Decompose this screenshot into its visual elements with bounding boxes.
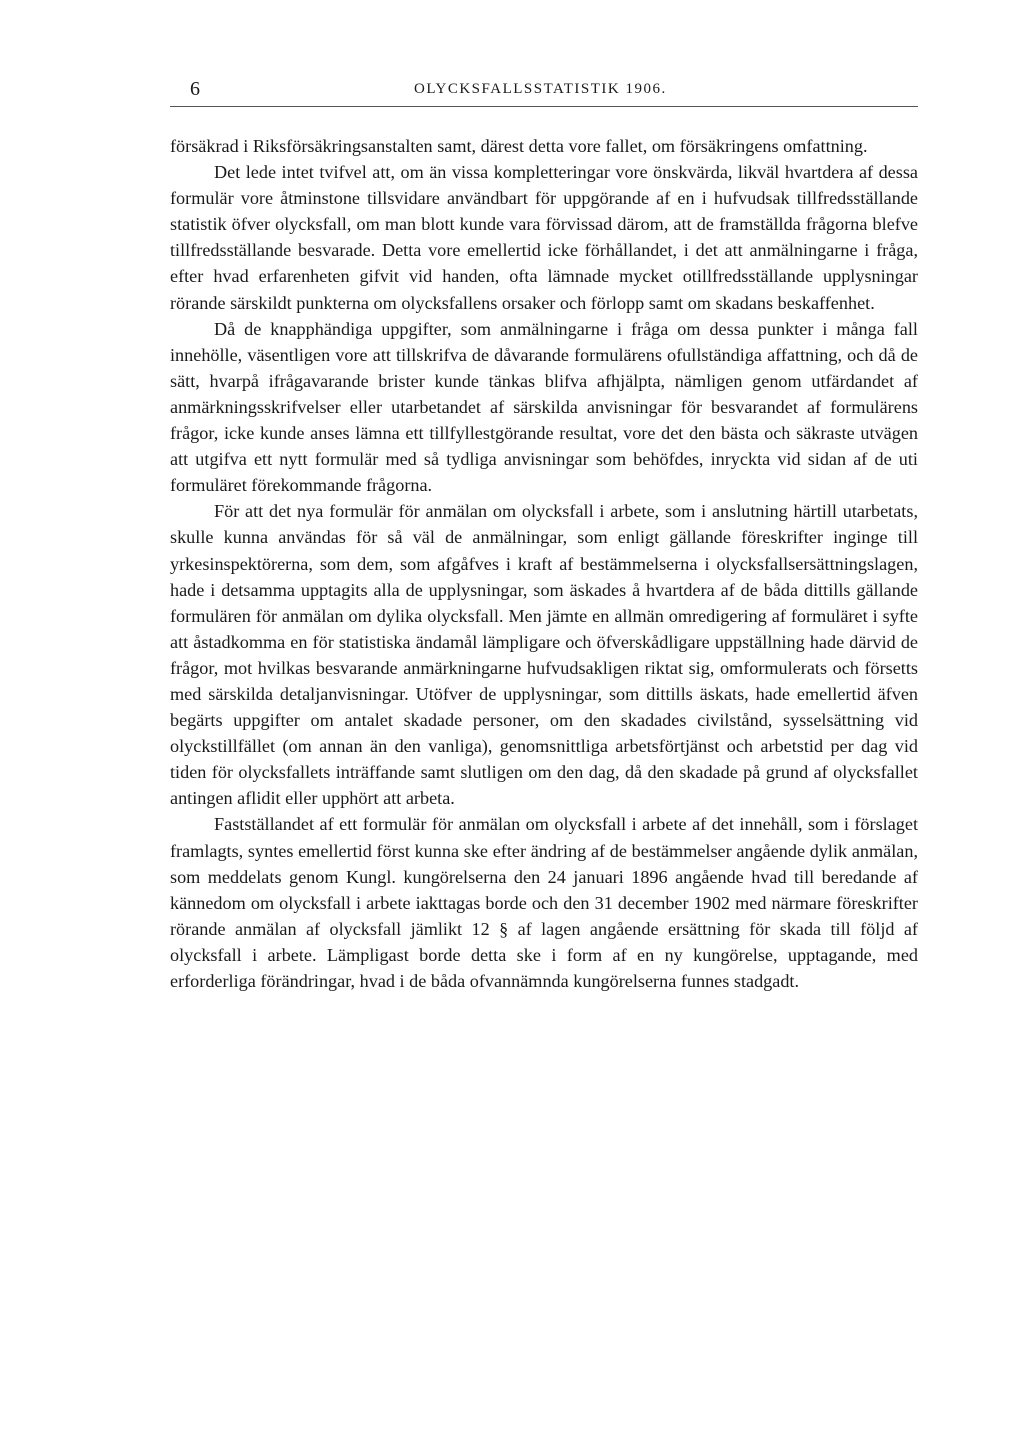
paragraph: Då de knapphändiga uppgifter, som anmälningarne i fråga om dessa punkter i många fall innehölle, väsentligen vore att tillskrifva de dåvarande formulärens ofullständiga affattning, och då de sätt, hvarpå ifrågavarande brister kunde tänkas blifva afhjälpta, nämligen genom utfärdandet af anmärkningsskrifvelser eller utarbetandet af särskilda anvisningar för besvarandet af formulärens frågor, icke kunde anses lämna ett tillfyllestgörande resultat, vore det den bästa och säkraste utvägen att utgifva ett nytt formulär med så tydliga anvisningar som behöfdes, inryckta vid sidan af de uti formuläret förekommande frågorna. [170, 318, 918, 496]
paragraph: Fastställandet af ett formulär för anmälan om olycksfall i arbete af det innehåll, som i förslaget framlagts, syntes emellertid först kunna ske efter ändring af de bestämmelser angående dylik anmälan, som meddelats genom Kungl. kungörelserna den 24 januari 1896 angående hvad till beredande af kännedom om olycksfall i arbete iakttagas borde och den 31 december 1902 med närmare föreskrifter rörande anmälan af olycksfall jämlikt 12 § af lagen angående ersättning för skada till följd af olycksfall i arbete. Lämpligast borde detta ske i form af en ny kungörelse, upptagande, med erforderliga förändringar, hvad i de båda ofvannämnda kungörelserna funnes stadgadt. [170, 814, 918, 991]
page-number: 6 [190, 78, 200, 100]
paragraph-continued: försäkrad i Riksförsäkringsanstalten samt, därest detta vore fallet, om försäkringens omfattning. [170, 136, 868, 156]
paragraph: Det lede intet tvifvel att, om än vissa kompletteringar vore önskvärda, likväl hvartdera af dessa formulär vore åtminstone tillsvidare användbart för uppgörande af en i hufvudsak tillfredsställande statistik öfver olycksfall, om man blott kunde vara förvissad därom, att de framställda frågorna blefve tillfredsställande besvarade. Detta vore emellertid icke förhållandet, i det att anmälningarne i fråga, efter hvad erfarenheten gifvit vid handen, ofta lämnade mycket otillfredsställande upplysningar rörande särskildt punkterna om olycksfallens orsaker och förlopp samt om skadans beskaffenhet. [170, 162, 918, 313]
body-text [170, 133, 918, 994]
paragraph: För att det nya formulär för anmälan om olycksfall i arbete, som i anslutning härtill utarbetats, skulle kunna användas för så väl de anmälningar, som enligt gällande föreskrifter inginge till yrkesinspektörerna, som dem, som afgåfves i kraft af bestämmelserna i olycksfallsersättningslagen, hade i detsamma upptagits alla de upplysningar, som äskades å hvartdera af de båda dittills gällande formulären för anmälan om dylika olycksfall. Men jämte en allmän omredigering af formuläret i syfte att åstadkomma en för statistiska ändamål lämpligare och öfverskådligare uppställning hade därvid de frågor, mot hvilkas besvarande anmärkningarne hufvudsakligen riktat sig, omformulerats och försetts med särskilda detaljanvisningar. Utöfver de upplysningar, som dittills äskats, hade emellertid äfven begärts uppgifter om antalet skadade personer, om den skadades civilstånd, sysselsättning vid olyckstillfället (om annan än den vanliga), genomsnittliga arbetsförtjänst och arbetstid per dag vid tiden för olycksfallets inträffande samt slutligen om den dag, då den skadade på grund af olycksfallet antingen aflidit eller upphört att arbeta. [170, 501, 918, 809]
document-page [170, 78, 918, 994]
running-header [170, 78, 918, 106]
running-title: OLYCKSFALLSSTATISTIK 1906. [414, 81, 667, 97]
header-rule [170, 106, 918, 107]
